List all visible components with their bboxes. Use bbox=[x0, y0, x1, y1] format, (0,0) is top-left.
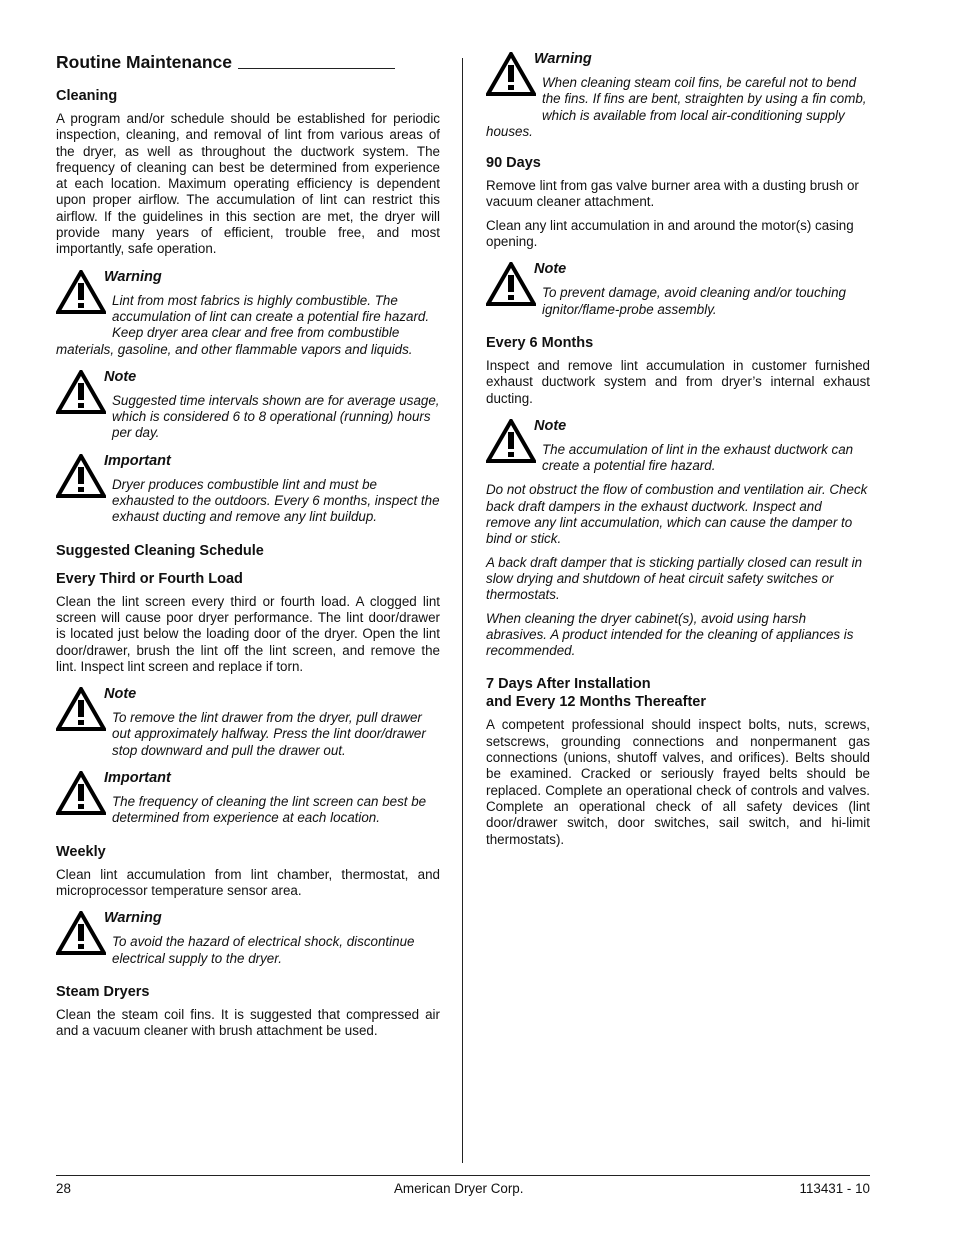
note-paragraph: Do not obstruct the flow of combustion and ventilation air. Check back draft dampers in the exhaust ductwork. Inspect and remove any lint accumulation, which can cause the damper to bind or stick. bbox=[486, 482, 868, 547]
callout-title: Note bbox=[534, 261, 567, 278]
schedule-heading: Suggested Cleaning Schedule bbox=[56, 542, 264, 559]
note-callout bbox=[486, 260, 870, 318]
footer-rule bbox=[56, 1175, 870, 1176]
days-90-heading: 90 Days bbox=[486, 155, 541, 172]
note-paragraph: When cleaning the dryer cabinet(s), avoid using harsh abrasives. A product intended for the cleaning of appliances is recommended. bbox=[486, 610, 854, 659]
note-callout bbox=[56, 368, 440, 442]
callout-title: Note bbox=[104, 686, 137, 703]
days-90-text-2: Clean any lint accumulation in and around the motor(s) casing opening. bbox=[486, 217, 854, 250]
warning-triangle-icon bbox=[56, 454, 106, 498]
warning-triangle-icon bbox=[486, 262, 536, 306]
important-callout bbox=[56, 452, 440, 526]
callout-title: Important bbox=[104, 452, 171, 469]
cleaning-heading: Cleaning bbox=[56, 88, 118, 104]
steam-text: Clean the steam coil fins. It is suggested that compressed air and a vacuum cleaner with brush attachment be used. bbox=[56, 1006, 440, 1039]
warning-triangle-icon bbox=[56, 687, 106, 731]
note-paragraph: A back draft damper that is sticking partially closed can result in slow drying and shutdown of heat circuit safety switches or thermostats. bbox=[486, 554, 863, 603]
callout-title: Warning bbox=[104, 268, 162, 285]
callout-text: To prevent damage, avoid cleaning and/or touching ignitor/flame-probe assembly. bbox=[542, 285, 846, 317]
right-column bbox=[486, 50, 870, 855]
left-column bbox=[56, 50, 440, 1046]
months-6-heading: Every 6 Months bbox=[486, 334, 594, 351]
document-number: 113431 - 10 bbox=[799, 1181, 870, 1196]
company-name: American Dryer Corp. bbox=[394, 1181, 524, 1196]
callout-text: When cleaning steam coil fins, be careful not to bend the fins. If fins are bent, straighten by using a fin comb, which is available from local air-conditioning supply houses. bbox=[486, 75, 867, 139]
callout-text: Suggested time intervals shown are for average usage, which is considered 6 to 8 operational (running) hours per day. bbox=[112, 392, 440, 441]
note-callout bbox=[56, 685, 440, 759]
weekly-text: Clean lint accumulation from lint chamber, thermostat, and microprocessor temperature sensor area. bbox=[56, 866, 440, 898]
days-90-text: Remove lint from gas valve burner area with a dusting brush or vacuum cleaner attachment. bbox=[486, 178, 859, 210]
warning-triangle-icon bbox=[56, 370, 106, 414]
callout-text: Dryer produces combustible lint and must be exhausted to the outdoors. Every 6 months, inspect the exhaust ducting and remove any lint buildup. bbox=[112, 476, 440, 525]
warning-callout bbox=[486, 50, 870, 140]
months-6-text: Inspect and remove lint accumulation in customer furnished exhaust ductwork system and from dryer’s internal exhaust ducting. bbox=[486, 357, 870, 406]
days-7-heading-line-2: and Every 12 Months Thereafter bbox=[486, 694, 706, 711]
callout-title: Warning bbox=[534, 51, 592, 67]
callout-title: Note bbox=[104, 368, 137, 385]
warning-triangle-icon bbox=[56, 771, 106, 815]
warning-triangle-icon bbox=[486, 52, 536, 96]
callout-title: Note bbox=[534, 417, 567, 434]
page-number: 28 bbox=[56, 1181, 71, 1196]
callout-title: Important bbox=[104, 770, 171, 787]
callout-text: Lint from most fabrics is highly combustible. The accumulation of lint can create a potential fire hazard. Keep dryer area clear and free from combustible materials, gasoline, and other flammable vapors and liquids. bbox=[56, 292, 430, 357]
warning-triangle-icon bbox=[56, 270, 106, 314]
note-callout bbox=[486, 417, 870, 475]
steam-heading: Steam Dryers bbox=[56, 983, 150, 1000]
callout-text: The frequency of cleaning the lint screen can best be determined from experience at each location. bbox=[112, 794, 427, 826]
callout-text: The accumulation of lint in the exhaust ductwork can create a potential fire hazard. bbox=[542, 441, 854, 474]
callout-text: To avoid the hazard of electrical shock, discontinue electrical supply to the dryer. bbox=[112, 934, 415, 966]
warning-triangle-icon bbox=[486, 419, 536, 463]
days-7-text: A competent professional should inspect bolts, nuts, screws, setscrews, grounding connections and nonpermanent gas connections (unions, shutoff valves, and orifices). Belts should be examined. Cracked or seriously frayed belts should be replaced. Complete an operational check of controls and valves. Complete an operational check of all safety devices (lint door/drawer switch, door switches, sail switch, and hi-limit thermostats). bbox=[486, 717, 870, 847]
days-7-heading bbox=[486, 675, 870, 711]
days-7-heading-line-1: 7 Days After Installation bbox=[486, 676, 651, 693]
cleaning-text: A program and/or schedule should be established for periodic inspection, cleaning, and removal of lint from various areas of the dryer, as well as throughout the ductwork system. The frequency of cleaning can best be determined from experience at each location. Maximum operating efficiency is dependent upon proper airflow. The accumulation of lint can restrict this airflow. If the guidelines in this section are met, the dryer will provide many years of efficient, trouble free, and most importantly, safe operation. bbox=[56, 111, 440, 257]
callout-text: To remove the lint drawer from the dryer, pull drawer out approximately halfway. Press the lint door/drawer stop downward and pull the drawer out. bbox=[112, 710, 426, 758]
weekly-heading: Weekly bbox=[56, 843, 106, 860]
page-title: Routine Maintenance bbox=[56, 52, 440, 73]
important-callout bbox=[56, 769, 440, 827]
callout-title: Warning bbox=[104, 910, 162, 927]
third-load-text: Clean the lint screen every third or fourth load. A clogged lint screen will cause poor dryer performance. The lint door/drawer is located just below the loading door of the dryer. Open the lint door/drawer, brush the lint off the lint screen, and remove the lint. Inspect lint screen and replace if torn. bbox=[56, 593, 440, 674]
warning-triangle-icon bbox=[56, 911, 106, 955]
column-divider bbox=[462, 58, 463, 1163]
warning-callout bbox=[56, 268, 440, 358]
third-load-heading: Every Third or Fourth Load bbox=[56, 570, 243, 587]
warning-callout bbox=[56, 909, 440, 967]
